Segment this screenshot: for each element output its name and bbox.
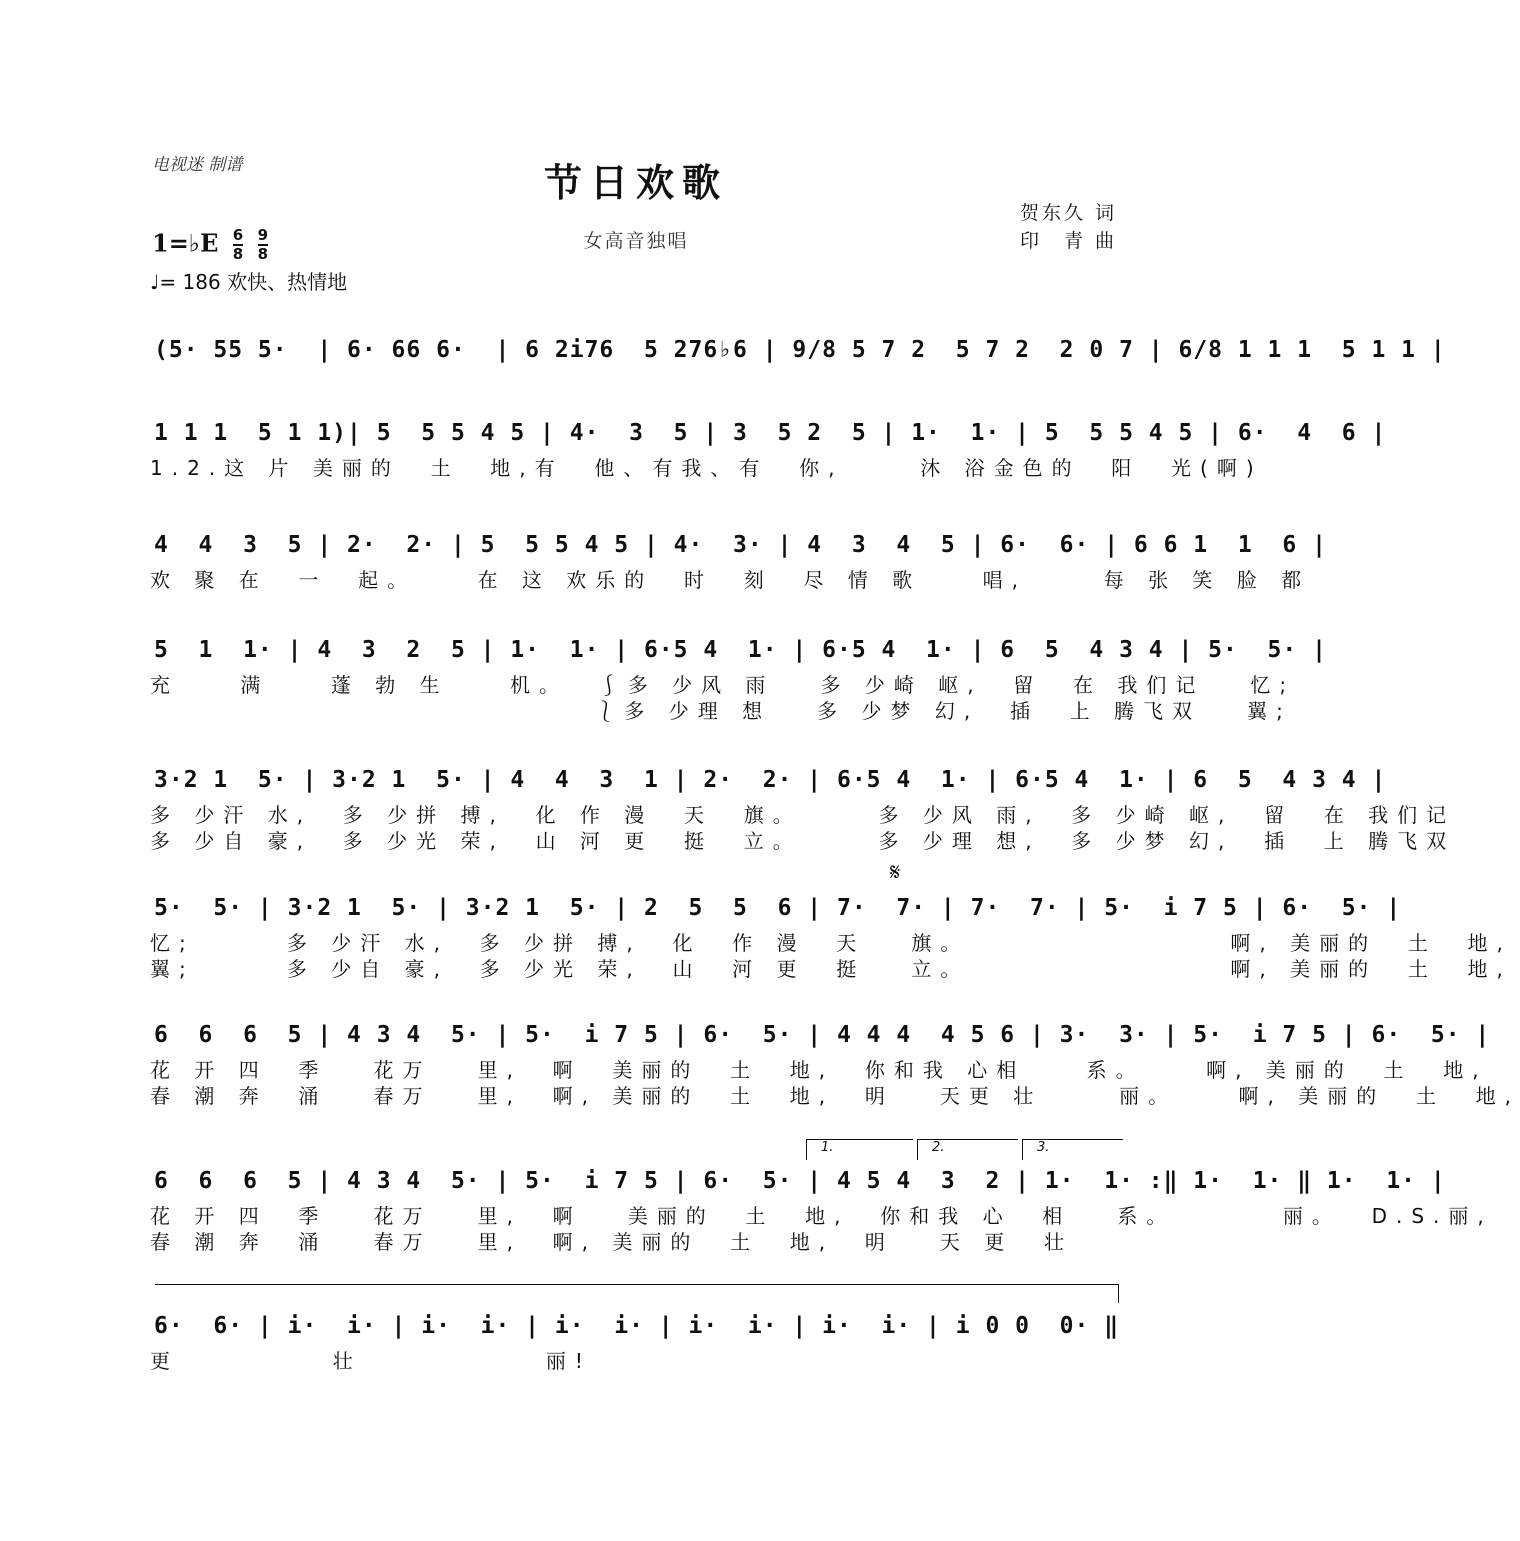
lyrics-line: 1.2.这 片 美丽的 土 地,有 他、有我、有 你, 沐 浴金色的 阳 光(啊) — [150, 456, 1263, 480]
segno-sign: 𝄋 — [890, 858, 901, 886]
lyrics-line-verse-2: 春 潮 奔 涌 春万 里, 啊, 美丽的 土 地, 明 天 更 壮 — [150, 1230, 1074, 1254]
time-signature-9-8 — [258, 228, 268, 262]
lyrics-line-verse-1: 花 开 四 季 花万 里, 啊 美丽的 土 地, 你和我 心相 系。 啊, 美丽的 土 地, — [150, 1058, 1488, 1082]
notation-text: 6· 6· | i· i· | i· i· | i· i· | i· i· | i· i· | i 0 0 0· ‖ — [154, 1313, 1120, 1339]
lyrics-line: 欢 聚 在 一 起。 在 这 欢乐的 时 刻 尽 情 歌 唱, 每 张 笑 脸 都 — [150, 568, 1311, 592]
notation-text: 3·2 1 5· | 3·2 1 5· | 4 4 3 1 | 2· 2· | 6·5 4 1· | 6·5 4 1· | 6 5 4 3 4 | — [154, 767, 1387, 793]
system-6 — [148, 886, 1512, 982]
key-signature — [152, 228, 268, 262]
notation-text: 5· 5· | 3·2 1 5· | 3·2 1 5· | 2 5 5 6 | 7· 7· | 7· 7· | 5· i 7 5 | 6· 5· | — [154, 895, 1402, 921]
performer-label: 女高音独唱 — [583, 230, 689, 252]
tempo-marking: ♩= 186 欢快、热情地 — [150, 270, 348, 294]
notation-row — [148, 1159, 1446, 1203]
notation-row — [148, 1304, 1124, 1348]
system-5 — [148, 758, 1456, 854]
notation-text: 5 1 1· | 4 3 2 5 | 1· 1· | 6·5 4 1· | 6·5 4 1· | 6 5 4 3 4 | 5· 5· | — [154, 637, 1327, 663]
volta-2: 2. — [917, 1139, 1018, 1160]
lyrics-line-verse-1: 充 满 蓬 勃 生 机。 ⎰多 少风 雨 多 少崎 岖, 留 在 我们记 忆; — [150, 673, 1296, 697]
arranger-credit: 电视迷 制谱 — [152, 155, 243, 175]
lyrics-line: 更 壮 丽! — [150, 1349, 592, 1373]
lyrics-line-verse-2: 多 少自 豪, 多 少光 荣, 山 河 更 挺 立。 多 少理 想, 多 少梦 幻, 插 上 腾飞双 — [150, 829, 1456, 853]
notation-row — [148, 758, 1387, 802]
time-signature-6-8 — [233, 228, 243, 262]
lyrics-line-verse-1: 忆; 多 少汗 水, 多 少拼 搏, 化 作 漫 天 旗。 啊, 美丽的 土 地, — [150, 931, 1512, 955]
ts2-denominator: 8 — [257, 245, 269, 263]
notation-text: (5· 55 5· | 6· 66 6· | 6 2i76 5 276♭6 | 9/8 5 7 2 5 7 2 2 0 7 | 6/8 1 1 1 5 1 1 | — [154, 337, 1446, 363]
ts1-denominator: 8 — [232, 245, 244, 263]
notation-text: 6 6 6 5 | 4 3 4 5· | 5· i 7 5 | 6· 5· | 4 5 4 3 2 | 1· 1· :‖ 1· 1· ‖ 1· 1· | — [154, 1168, 1446, 1194]
notation-row — [148, 523, 1327, 567]
system-7 — [148, 1013, 1520, 1109]
volta-1: 1. — [806, 1139, 913, 1160]
lyrics-line-verse-1: 花 开 四 季 花万 里, 啊 美丽的 土 地, 你和我 心 相 系。 丽。 D.S.丽, — [150, 1204, 1493, 1228]
lyrics-line-verse-2: 翼; 多 少自 豪, 多 少光 荣, 山 河 更 挺 立。 啊, 美丽的 土 地, — [150, 957, 1512, 981]
system-2 — [148, 411, 1387, 481]
notation-row — [148, 628, 1327, 672]
ts1-numerator: 6 — [232, 226, 244, 244]
key-label: 1=♭E — [152, 228, 219, 258]
system-9 — [148, 1304, 1124, 1374]
system-3 — [148, 523, 1327, 593]
notation-row — [148, 328, 1446, 372]
coda-bracket — [155, 1284, 1119, 1303]
notation-row — [148, 1013, 1491, 1057]
system-1 — [148, 328, 1446, 372]
lyrics-line-verse-2: 春 潮 奔 涌 春万 里, 啊, 美丽的 土 地, 明 天更 壮 丽。 啊, 美丽的 土 地, — [150, 1084, 1520, 1108]
volta-3: 3. — [1022, 1139, 1123, 1160]
notation-row — [148, 411, 1387, 455]
song-title: 节日欢歌 — [543, 160, 728, 205]
notation-text: 1 1 1 5 1 1)| 5 5 5 4 5 | 4· 3 5 | 3 5 2 5 | 1· 1· | 5 5 5 4 5 | 6· 4 6 | — [154, 420, 1387, 446]
notation-row — [148, 886, 1402, 930]
lyrics-line-verse-2: ⎱多 少理 想 多 少梦 幻, 插 上 腾飞双 翼; — [150, 699, 1292, 723]
system-4 — [148, 628, 1327, 724]
composer-credit: 印 青 曲 — [1020, 230, 1118, 252]
system-8 — [148, 1159, 1493, 1255]
notation-text: 6 6 6 5 | 4 3 4 5· | 5· i 7 5 | 6· 5· | 4 4 4 4 5 6 | 3· 3· | 5· i 7 5 | 6· 5· | — [154, 1022, 1491, 1048]
lyrics-line-verse-1: 多 少汗 水, 多 少拼 搏, 化 作 漫 天 旗。 多 少风 雨, 多 少崎 岖, 留 在 我们记 — [150, 803, 1456, 827]
ts2-numerator: 9 — [257, 226, 269, 244]
notation-text: 4 4 3 5 | 2· 2· | 5 5 5 4 5 | 4· 3· | 4 3 4 5 | 6· 6· | 6 6 1 1 6 | — [154, 532, 1327, 558]
lyricist-credit: 贺东久 词 — [1020, 202, 1118, 224]
